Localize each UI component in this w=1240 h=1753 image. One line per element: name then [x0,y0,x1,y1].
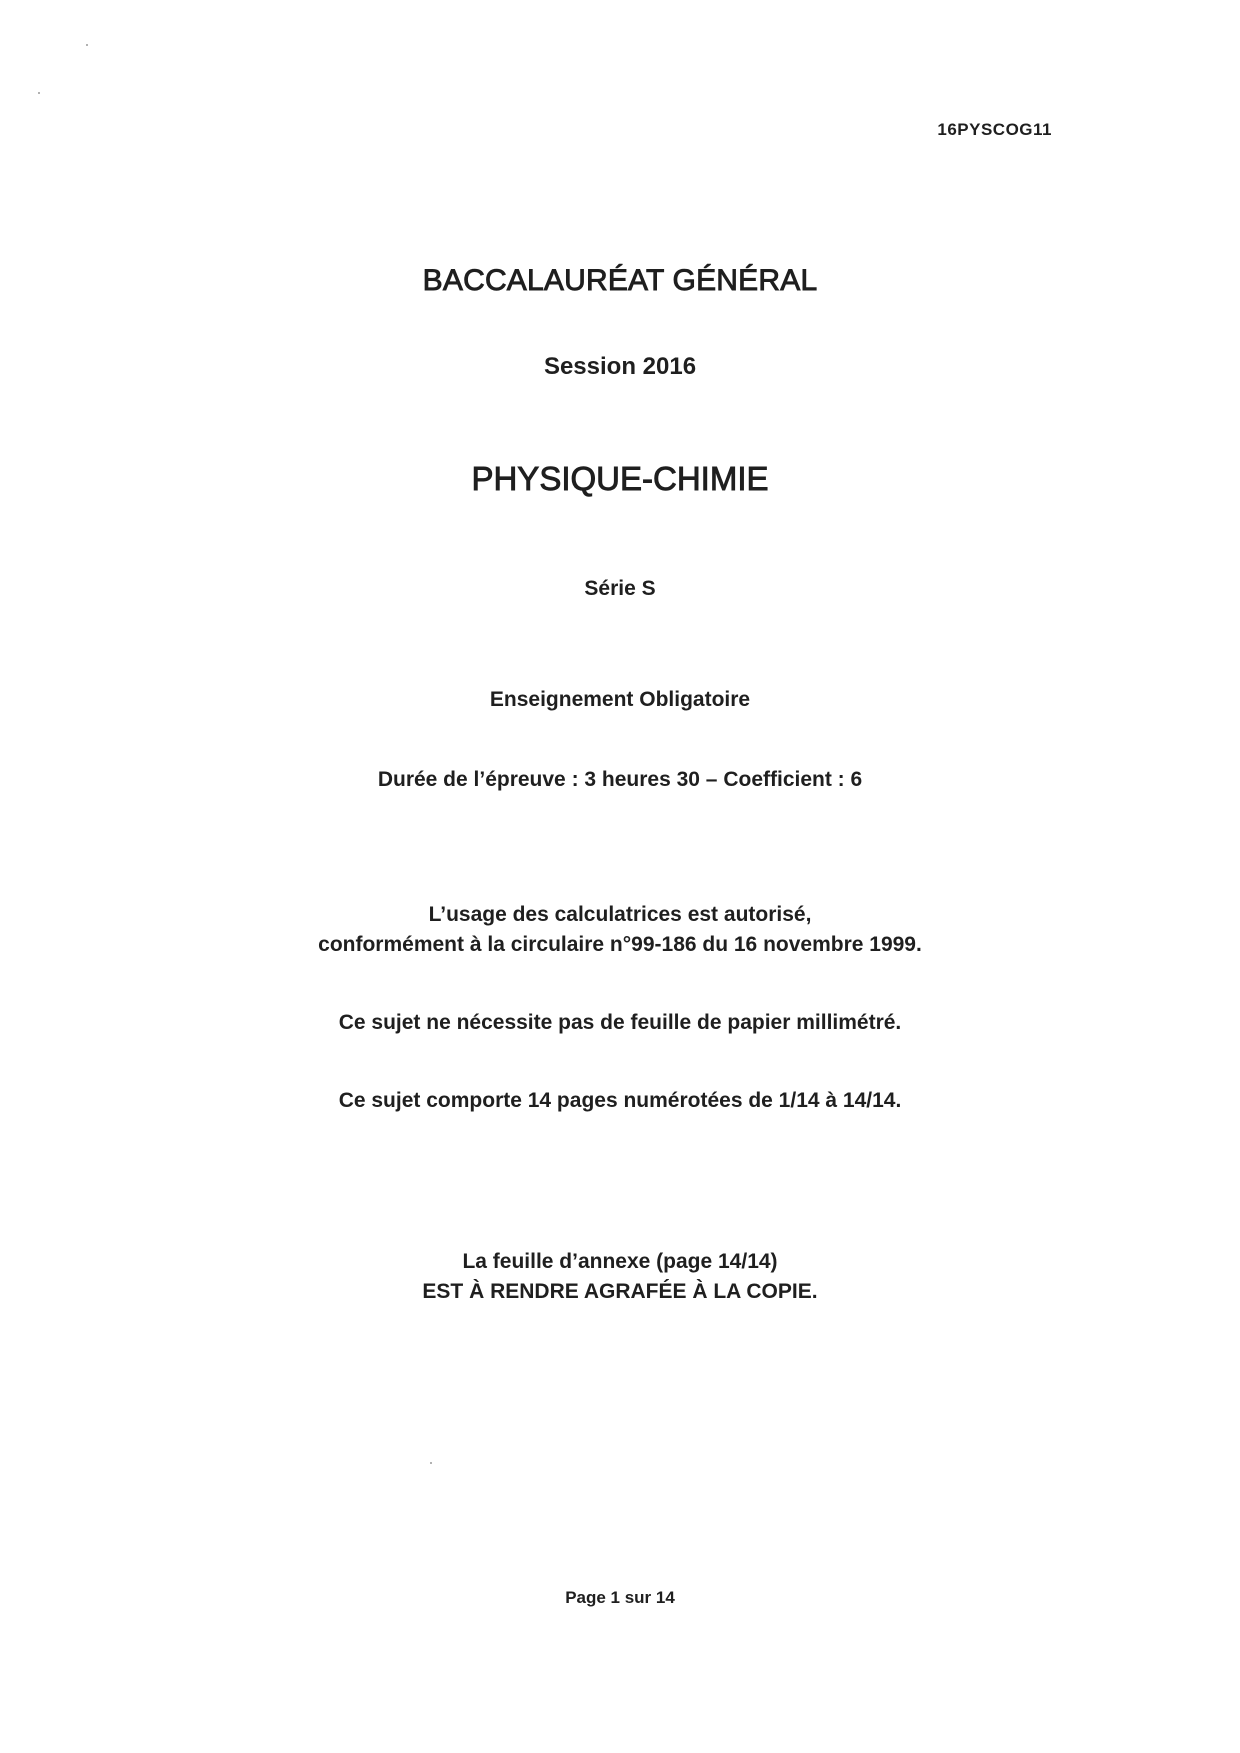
exam-subject: PHYSIQUE-CHIMIE [471,460,769,497]
calculator-notice-line1: L’usage des calculatrices est autorisé, [428,903,812,926]
annex-notice-line2: EST À RENDRE AGRAFÉE À LA COPIE. [422,1280,818,1303]
subject-code: 16PYSCOG11 [937,120,1052,139]
scan-speck [86,44,88,46]
annex-notice-line1: La feuille d’annexe (page 14/14) [462,1250,778,1273]
scan-speck [430,1462,432,1464]
page-number: Page 1 sur 14 [565,1588,675,1607]
scan-speck [38,92,40,94]
graph-paper-notice: Ce sujet ne nécessite pas de feuille de papier millimétré. [338,1011,902,1034]
exam-session: Session 2016 [543,353,697,380]
exam-title: BACCALAURÉAT GÉNÉRAL [422,264,818,297]
exam-teaching: Enseignement Obligatoire [489,688,751,711]
exam-series: Série S [584,577,656,600]
exam-duration: Durée de l’épreuve : 3 heures 30 – Coefficient : 6 [377,768,863,791]
calculator-notice-line2: conformément à la circulaire n°99-186 du 16 novembre 1999. [318,933,922,956]
page-count-notice: Ce sujet comporte 14 pages numérotées de 1/14 à 14/14. [338,1089,902,1112]
